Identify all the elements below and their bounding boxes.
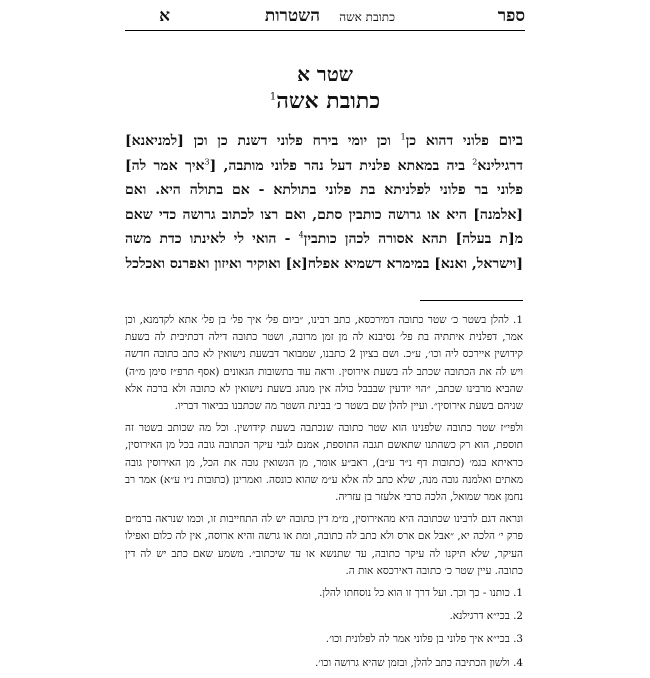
document-title-text: כתובת אשה xyxy=(276,88,381,114)
page-letter: א xyxy=(159,6,170,26)
footnote-item: 3. בכי״א איך פלוני בן פלוני אמר לה לפלונית וכו׳. xyxy=(325,633,523,646)
footnote-paragraph: ולפי״ז שטר כתובה שלפנינו הוא שטר כתובה שנכתבה בשעת קידושין. וכל מה שכותב בשטר זה תוספת, הוא רק כשהתנו שתאשם תגבה התוספת, אמנם לגבי עיקר הכתובה גובה בכל מן האירוסין, כראיתא בגמ׳ (כתובות דף נ״ד ע״ב), ראב״ע אומר, מן הנשואין גובה את הכל, מן האירוסין גובה מאתים ואלמנה גובה מנה, שלא כתב לה אלא ע״מ שהוא כונסה. ואמרינן (כתובות נ״ו ע״א) אמר רב נחמן אמר שמואל, הלכה כרבי אלעזר בן עזריה. xyxy=(125,422,523,504)
document-number-heading: שטר א xyxy=(297,62,353,86)
lead-word: ביום xyxy=(498,131,523,149)
running-head-title: השטרות xyxy=(264,6,320,26)
footnote-ref: 3 xyxy=(204,156,210,166)
footnote-ref: 1 xyxy=(400,132,406,142)
footnotes-section xyxy=(125,312,523,678)
main-text-segment: איך אמר לה] פלוני בר פלוני לפלניתא בת פלוני בתולתא - אם בתולה היא. ואם [אלמנה] היא או גרושה כותבין סתם, ואם רצו לכתוב גרושה כדי שאם מ[ת בעלה] תהא אסורה לכהן כותבין xyxy=(125,157,523,247)
main-text-segment: וכן יומי בירח פלוני דשנת כן וכן [למניאנא] דרגילינא xyxy=(125,133,524,174)
main-text-segment: פלוני דהוא כן xyxy=(405,133,499,149)
footnote-ref: 4 xyxy=(298,230,304,240)
running-head-book: ספר xyxy=(497,6,525,26)
main-text-segment: - הואי לי לאינתו כדת משה [וישראל, ואנא] במימרא דשמיא אפלח[א] ואוקיר ואיזון ואפרנס ואכלכל xyxy=(125,231,523,272)
footnote-ref: 1 xyxy=(269,91,277,103)
footnote-paragraph: 1. להלן בשטר כ׳ שטר כתובה דמירכסא, כתב רבינו, ״ביום פל׳ איך פל׳ בן פל׳ אתא לקדמנא, וכן אמר, דפלנית איתתיה בת פל׳ נסיבנא לה מן זמן מרובה, ושטר כתובה דילה דכתיבית לה בשעת קידושין איירכס ליה וכו׳, ע״כ. ושם בציון 2 כתבנו, שמבואר דבשעת נישואין לא כתב כתובה חדשה ויש לה את הכתובה שכתב לה בשעת אירוסין. וראה עוד בתשובות הגאונים (אסף תרפ״ז סימן מ״ה) שהביא מרבינו שכתב, ״הוי יודעין שבבבל כולה אין מנהג בשעת נישואין לא כתובה ולא ברכה אלא שניהם בשעת אירוסין״. ועיין להלן שם בשטר כ׳ בבינת השטר מה שכתבנו בביאור דבריו. xyxy=(125,314,523,413)
footnote-ref: 2 xyxy=(472,156,478,166)
footnote-item: 1. כותנו - כך וכך. ועל דרך זו הוא כל נוסחתו להלן. xyxy=(319,587,523,600)
footnote-item: 2. בכי״א דרגילנא. xyxy=(449,610,523,623)
main-text-segment: ביה במאתא פלנית דעל נהר פלוני מותבה, [ xyxy=(209,157,473,174)
main-text xyxy=(125,128,523,276)
running-head xyxy=(125,6,525,28)
footnote-paragraph: ונראה דגם לרבינו שכתובה היא מהאירוסין, מ״מ דין כתובה יש לה התחייבות זו, וכמו שנראה ברמ״ם פרק י׳ הלכה יא, ״אבל אם ארס ולא כתב לה כתובה, ומת או גרשה והיא ארוסה, אין לה כלום ואפילו העיקר, שלא תיקנו לה עיקר כתובה, עד שתנשא או עד שיכתוב״. משמע שאם כתב יש לה דין כתובה. עיין שטר כ׳ כתובה דאירכסא אות ה. xyxy=(125,513,523,577)
footnote-divider xyxy=(420,300,523,301)
document-title-heading xyxy=(125,88,525,114)
header-divider xyxy=(125,30,525,31)
footnote-item: 4. ולשון הכתיבה כתב להלן, ובזמן שהיא גרושה וכו׳. xyxy=(315,656,523,669)
running-head-section: כתובת אשה xyxy=(339,10,395,24)
